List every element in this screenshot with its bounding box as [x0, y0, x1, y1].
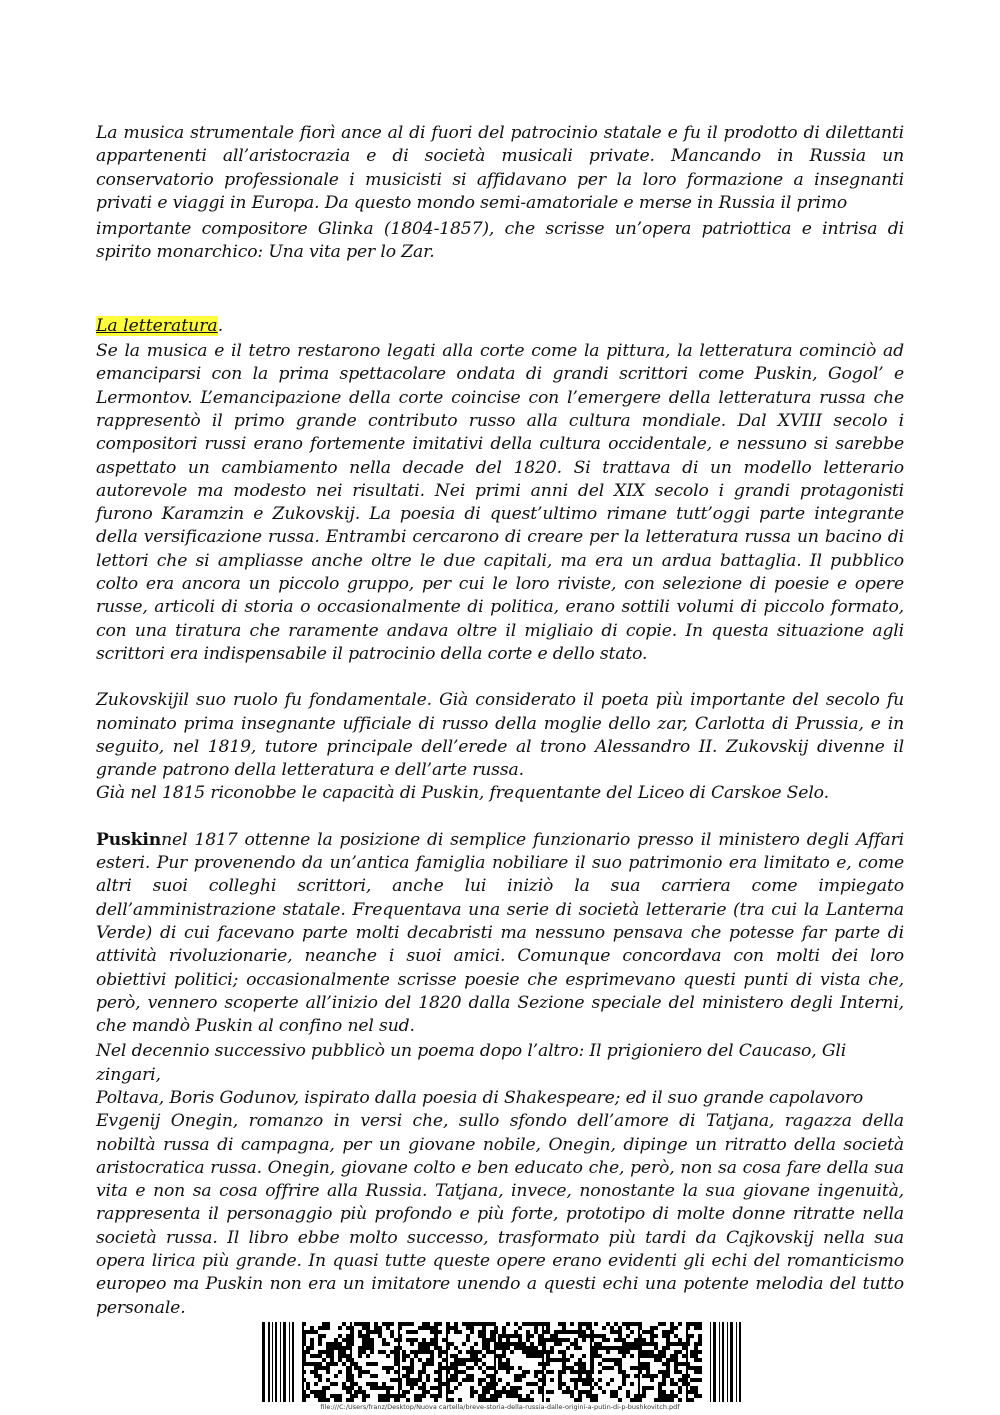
puskin-name: Puskin [96, 829, 162, 850]
intro-paragraph-2: importante compositore Glinka (1804-1857), che scrisse un’opera patriottica e intrisa di spirito monarchico: Una vita per lo Zar. [96, 219, 904, 263]
zukovskij-line: Già nel 1815 riconobbe le capacità di Puskin, frequentante del Liceo di Carskoe Selo. [96, 783, 829, 804]
section-heading-text: La letteratura [96, 315, 218, 336]
barcode-graphic [262, 1322, 742, 1402]
intro-paragraph: La musica strumentale fiorì ance al di fuori del patrocinio statale e fu il prodotto di dilettanti appartenenti all’aristocrazia e di società musicali private. Mancando in Russia un conservatorio professionale i musicisti si affidavano per la loro formazione a insegnanti privati e viaggi in Europa. Da questo mondo semi-amatoriale e merse in Russia il primo [96, 123, 904, 213]
onegin-paragraph: Evgenij Onegin, romanzo in versi che, sullo sfondo dell’amore di Tatjana, ragazza della nobiltà russa di campagna, per un giovane nobile, Onegin, dipinge un ritratto della società aristocratica russa. Onegin, giovane colto e ben educato che, però, non sa cosa fare della sua vita e non sa cosa offrire alla Russia. Tatjana, invece, nonostante la sua giovane ingenuità, rappresenta il personaggio più profondo e più forte, prototipo di molte donne ritratte nella società russa. Il libro ebbe molto successo, trasformato più tardi da Cajkovskij nella sua opera lirica più grande. In quasi tutte queste opere erano evidenti gli echi del romanticismo europeo ma Puskin non era un imitatore unendo a questi echi una potente melodia del tutto personale. [96, 1111, 904, 1318]
decade-line-2: Poltava, Boris Godunov, ispirato dalla poesia di Shakespeare; ed il suo grande capolavoro [96, 1087, 864, 1108]
decade-line-1: Nel decennio successivo pubblicò un poema dopo l’altro: Il prigioniero del Caucaso, Gli zingari, [96, 1041, 847, 1085]
puskin-paragraph [96, 829, 904, 1039]
section-heading [96, 315, 904, 338]
literature-paragraph: Se la musica e il tetro restarono legati alla corte come la pittura, la letteratura cominciò ad emanciparsi con la prima spettacolare ondata di grandi scrittori come Puskin, Gogol’ e Lermontov. L’emancipazione della corte coincise con l’emergere della letteratura russa che rappresentò il primo grande contributo russo alla cultura mondiale. Dal XVIII secolo i compositori russi erano fortemente imitativi della cultura occidentale, e nessuno si sarebbe aspettato un cambiamento nella decade del 1820. Si trattava di un modello letterario autorevole ma modesto nei risultati. Nei primi anni del XIX secolo i grandi protagonisti furono Karamzin e Zukovskij. La poesia di quest’ultimo rimane tutt’oggi parte integrante della versificazione russa. Entrambi cercarono di creare per la letteratura russa un bacino di lettori che si ampliasse anche oltre le due capitali, ma era un ardua battaglia. Il pubblico colto era ancora un piccolo gruppo, per cui le loro riviste, con selezione di poesie e opere russe, articoli di storia o occasionalmente di politica, erano sottili volumi di piccolo formato, con una tiratura che raramente andava oltre il migliaio di copie. In questa situazione agli scrittori era indispensabile il patrocinio della corte e dello stato. [96, 341, 904, 664]
2d-barcode-icon [262, 1322, 742, 1402]
zukovskij-paragraph: Zukovskijil suo ruolo fu fondamentale. Già considerato il poeta più importante del secolo fu nominato prima insegnante ufficiale di russo della moglie dello zar, Carlotta di Prussia, e in seguito, nel 1819, tutore principale dell’erede al trono Alessandro II. Zukovskij divenne il grande patrono della letteratura e dell’arte russa. [96, 690, 904, 781]
section-heading-dot: . [217, 315, 224, 336]
puskin-paragraph-text: nel 1817 ottenne la posizione di semplice funzionario presso il ministero degli Affari esteri. Pur provenendo da un’antica famiglia nobiliare il suo patrimonio era limitato e, come altri suoi colleghi scrittori, anche lui iniziò la sua carriera come impiegato dell’amministrazione statale. Frequentava una serie di società letterarie (tra cui la Lanterna Verde) di cui facevano parte molti decabristi ma nessuno pensava che potesse far parte di attività rivoluzionarie, neanche i suoi amici. Comunque concordava con molti dei loro obiettivi politici; occasionalmente scrisse poesie che esprimevano questi punti di vista che, però, vennero scoperte all’inizio del 1820 dalla Sezione speciale del ministero degli Interni, che mandò Puskin al confino nel sud. [96, 829, 904, 1037]
document-page [96, 122, 904, 1320]
footer-file-path: file:///C:/Users/franz/Desktop/Nuova cartella/breve-storia-della-russia-dalle-origini-a-putin-di-p-bushkovitch.pdf [320, 1403, 680, 1411]
